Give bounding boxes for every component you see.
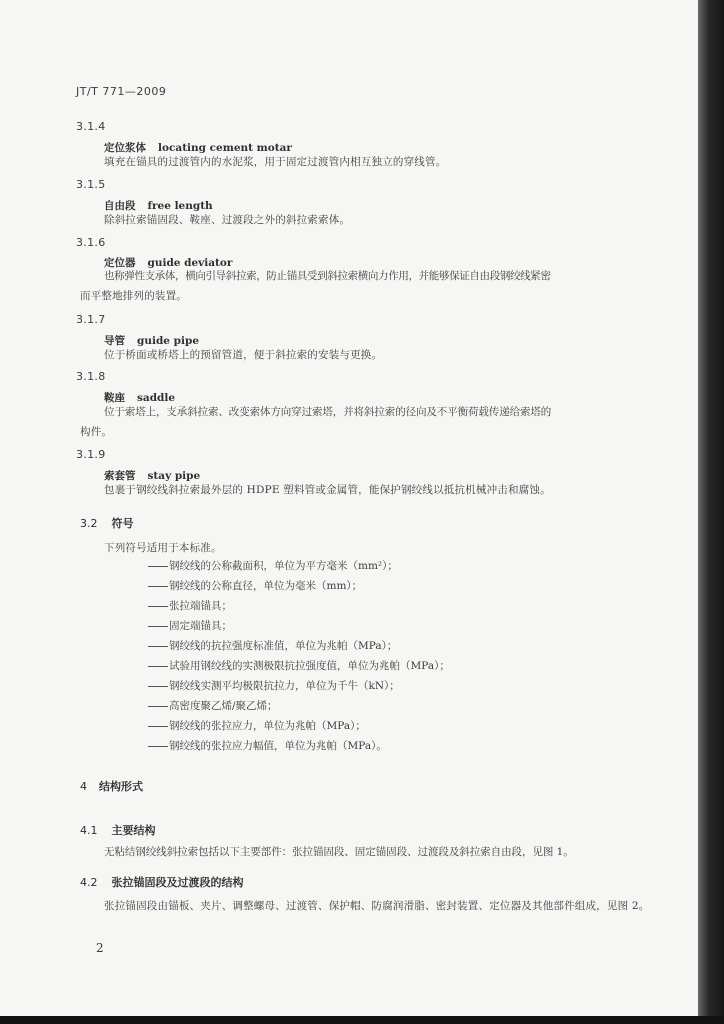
symbol-description: 钢绞线的张拉应力，单位为兆帕（MPa）； <box>148 718 366 733</box>
term-number: 3.1.8 <box>76 370 106 383</box>
term-number: 3.1.9 <box>76 448 106 461</box>
term-cn: 自由段 <box>104 200 136 212</box>
section-title: 结构形式 <box>99 780 143 793</box>
term-definition: 位于桥面或桥塔上的预留管道，便于斜拉索的安装与更换。 <box>104 349 383 361</box>
term-definition: 除斜拉索锚固段、鞍座、过渡段之外的斜拉索索体。 <box>104 214 351 226</box>
section-number: 4.2 <box>80 876 98 889</box>
section-heading <box>80 778 143 794</box>
section-heading <box>80 515 134 531</box>
symbol-description: 高密度聚乙烯/聚乙烯； <box>148 698 278 713</box>
dash-icon <box>148 646 168 647</box>
section-paragraph: 无粘结钢绞线斜拉索包括以下主要部件：张拉锚固段、固定锚固段、过渡段及斜拉索自由段，见图 1。 <box>104 846 574 858</box>
section-number: 3.2 <box>80 517 98 530</box>
term-definition-continued: 构件。 <box>80 426 113 438</box>
section-title: 张拉锚固段及过渡段的结构 <box>111 876 244 889</box>
term-definition: 位于索塔上，支承斜拉索、改变索体方向穿过索塔，并将斜拉索的径向及不平衡荷载传递给索塔的 <box>104 406 552 418</box>
term-cn: 定位器 <box>104 257 136 269</box>
symbol-description: 钢绞线的张拉应力幅值，单位为兆帕（MPa）。 <box>148 738 387 753</box>
symbol-description: 钢绞线的公称直径，单位为毫米（mm）； <box>148 578 362 593</box>
term-definition: 也称弹性支承体，横向引导斜拉索，防止锚具受到斜拉索横向力作用，并能够保证自由段钢绞线紧密 <box>104 270 551 282</box>
term-cn: 索套管 <box>104 470 136 482</box>
symbol-description: 钢绞线的公称截面积，单位为平方毫米（mm²）； <box>148 558 398 573</box>
symbol-description: 钢绞线的抗拉强度标准值，单位为兆帕（MPa）； <box>148 638 397 653</box>
symbols-intro: 下列符号适用于本标准。 <box>104 542 222 554</box>
section-number: 4.1 <box>80 824 98 837</box>
term-en: free length <box>147 200 213 212</box>
dash-icon <box>148 686 168 687</box>
term-number: 3.1.7 <box>76 313 106 326</box>
term-number: 3.1.5 <box>76 178 106 191</box>
scan-edge-bottom <box>0 1016 724 1024</box>
term-number: 3.1.6 <box>76 236 106 249</box>
term-en: locating cement motar <box>158 142 292 154</box>
symbol-description: 试验用钢绞线的实测极限抗拉强度值，单位为兆帕（MPa）； <box>148 658 450 673</box>
term-cn: 鞍座 <box>104 392 125 404</box>
term-en: guide pipe <box>137 335 199 347</box>
term-definition: 填充在锚具的过渡管内的水泥浆，用于固定过渡管内相互独立的穿线管。 <box>104 156 447 168</box>
section-paragraph: 张拉锚固段由锚板、夹片、调整螺母、过渡管、保护帽、防腐润滑脂、密封装置、定位器及其他部件组成，见图 2。 <box>104 900 650 912</box>
term-definition-continued: 而平整地排列的装置。 <box>80 290 187 302</box>
dash-icon <box>148 666 168 667</box>
dash-icon <box>148 606 168 607</box>
term-number: 3.1.4 <box>76 120 106 133</box>
dash-icon <box>148 586 168 587</box>
section-title: 符号 <box>111 517 134 530</box>
scan-edge-right <box>698 0 724 1024</box>
symbol-description: 固定端锚具； <box>148 618 232 633</box>
term-cn: 导管 <box>104 335 125 347</box>
term-definition: 包裹于钢绞线斜拉索最外层的 HDPE 塑料管或金属管，能保护钢绞线以抵抗机械冲击和腐蚀。 <box>104 484 551 496</box>
section-number: 4 <box>80 780 87 793</box>
term-en: stay pipe <box>147 470 201 482</box>
dash-icon <box>148 746 168 747</box>
page-number: 2 <box>96 941 104 955</box>
section-heading <box>80 874 244 890</box>
dash-icon <box>148 706 168 707</box>
dash-icon <box>148 566 168 567</box>
term-en: saddle <box>137 392 176 404</box>
dash-icon <box>148 626 168 627</box>
section-heading <box>80 822 156 838</box>
section-title: 主要结构 <box>111 824 156 837</box>
dash-icon <box>148 726 168 727</box>
standard-code-header: JT/T 771—2009 <box>76 85 167 98</box>
symbol-description: 张拉端锚具； <box>148 598 232 613</box>
term-en: guide deviator <box>147 257 233 269</box>
term-cn: 定位浆体 <box>104 142 146 154</box>
symbol-description: 钢绞线实测平均极限抗拉力，单位为千牛（kN）； <box>148 678 400 693</box>
